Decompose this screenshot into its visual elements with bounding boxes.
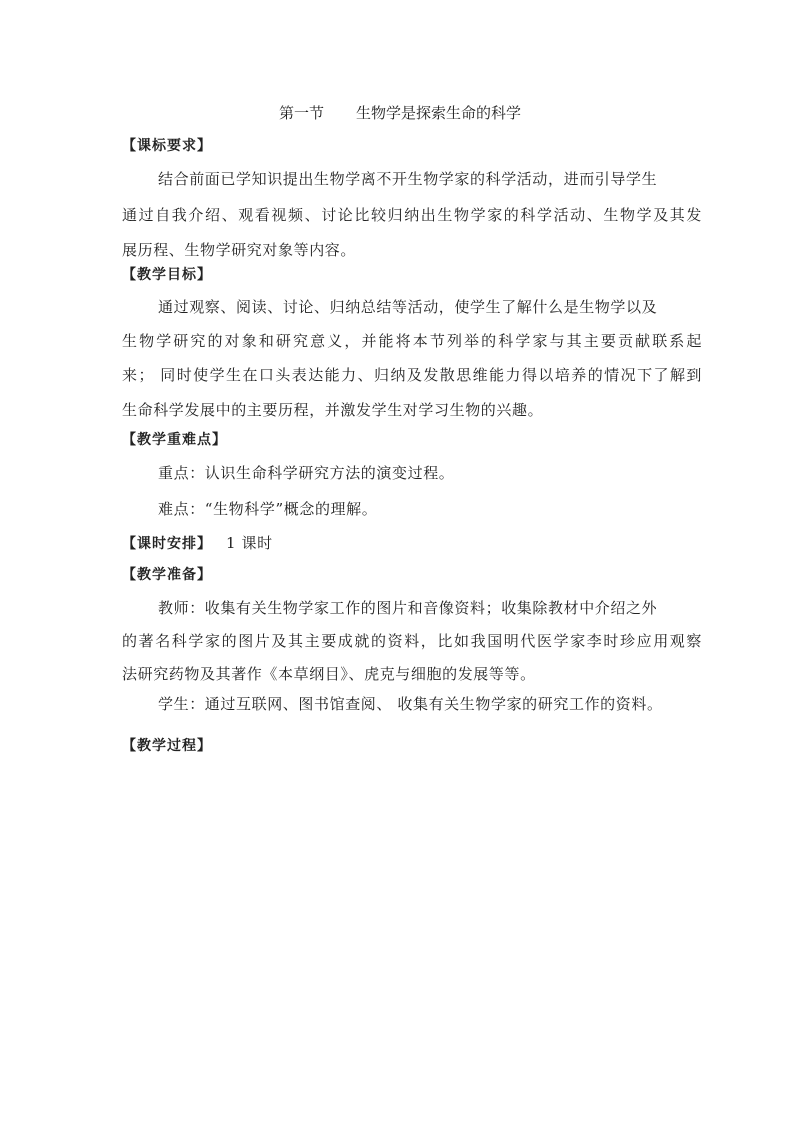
teacher-prep-line-3: 法研究药物及其著作《本草纲目》、虎克与细胞的发展等等。 — [122, 665, 536, 683]
curriculum-line-2: 通过自我介绍、观看视频、讨论比较归纳出生物学家的科学活动、生物学及其发 — [122, 206, 702, 224]
curriculum-heading: 【课标要求】 — [122, 138, 212, 154]
objectives-heading: 【教学目标】 — [122, 267, 212, 283]
key-point-difficulty: 难点：“生物科学”概念的理解。 — [158, 500, 378, 518]
teacher-prep-line-1: 教师：收集有关生物学家工作的图片和音像资料；收集除教材中介绍之外 — [158, 599, 658, 617]
objectives-line-4: 生命科学发展中的主要历程，并激发学生对学习生物的兴趣。 — [122, 401, 544, 419]
schedule-value: 1 课时 — [226, 534, 273, 552]
schedule-heading: 【课时安排】 — [122, 536, 212, 552]
preparation-heading: 【教学准备】 — [122, 567, 212, 583]
objectives-line-1: 通过观察、阅读、讨论、归纳总结等活动，使学生了解什么是生物学以及 — [158, 298, 658, 316]
curriculum-line-1: 结合前面已学知识提出生物学离不开生物学家的科学活动，进而引导学生 — [158, 170, 658, 188]
section-name: 生物学是探索生命的科学 — [356, 104, 522, 122]
key-points-heading: 【教学重难点】 — [122, 432, 227, 448]
student-prep-line: 学生：通过互联网、图书馆查阅、 收集有关生物学家的研究工作的资料。 — [158, 695, 663, 713]
process-heading: 【教学过程】 — [122, 738, 212, 754]
section-number: 第一节 — [278, 104, 324, 122]
key-point-focus: 重点：认识生命科学研究方法的演变过程。 — [158, 464, 455, 482]
objectives-line-2: 生物学研究的对象和研究意义，并能将本节列举的科学家与其主要贡献联系起 — [122, 332, 702, 350]
curriculum-line-3: 展历程、生物学研究对象等内容。 — [122, 241, 357, 259]
schedule-row — [122, 533, 702, 554]
section-title — [0, 103, 800, 123]
teacher-prep-line-2: 的著名科学家的图片及其主要成就的资料，比如我国明代医学家李时珍应用观察 — [122, 632, 702, 650]
objectives-line-3: 来； 同时使学生在口头表达能力、归纳及发散思维能力得以培养的情况下了解到 — [122, 366, 702, 384]
